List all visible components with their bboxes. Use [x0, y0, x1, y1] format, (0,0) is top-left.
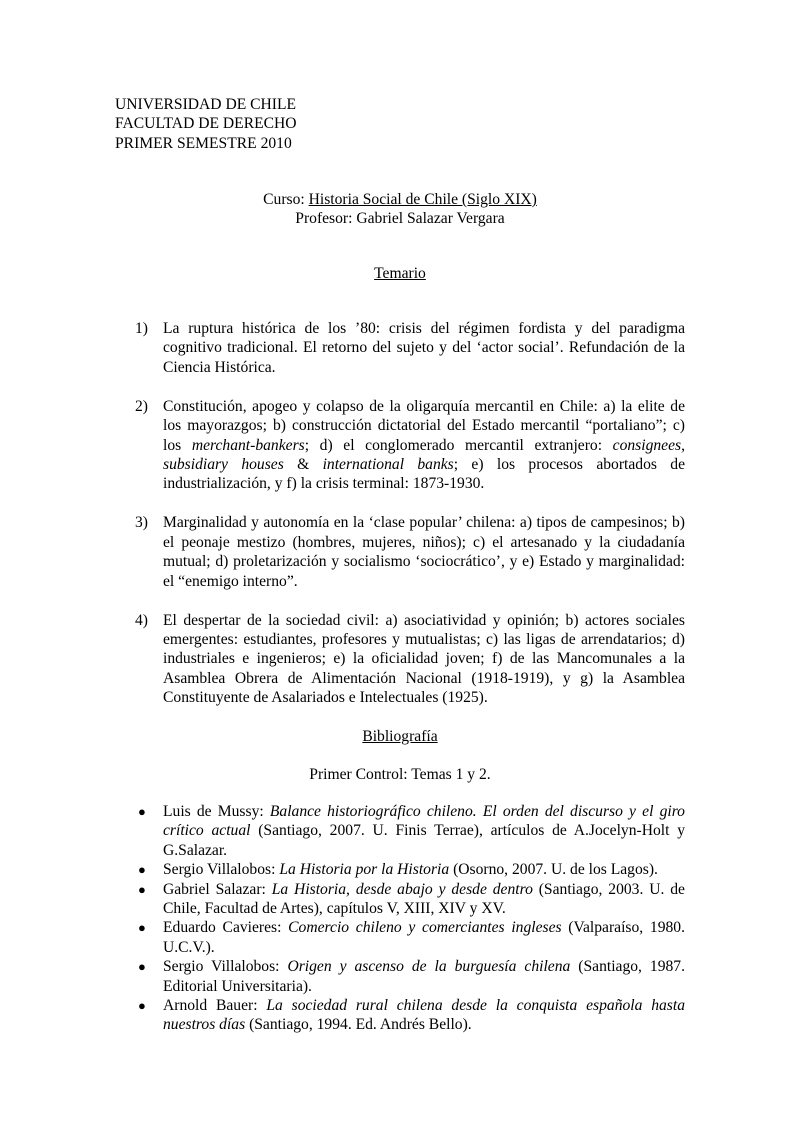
text-run: Marginalidad y autonomía en la ‘clase popular’ chilena: a) tipos de campesinos; b) el peonaje mestizo (hombres, mujeres, niños); c) el artesanado y la ciudadanía mutual; d) proletarización y socialismo ‘sociocrático’, y e) Estado y marginalidad: el “enemigo interno”.: [163, 514, 685, 590]
text-run: Constitución, apogeo y colapso de la oligarquía mercantil en Chile: a) la elite de los mayorazgos; b) construcción dictatorial del Estado mercantil “portaliano”; c) los: [163, 397, 685, 454]
bibliography-item: [115, 957, 685, 996]
faculty-name: FACULTAD DE DERECHO: [115, 115, 297, 133]
text-run: Sergio Villalobos:: [163, 958, 288, 976]
text-run: Sergio Villalobos:: [163, 861, 280, 879]
semester: PRIMER SEMESTRE 2010: [115, 134, 292, 152]
italic-text-run: Balance historiográfico chileno. El orden del discurso y el giro crítico actual: [163, 803, 685, 840]
text-run: (Santiago, 1987. Editorial Universitaria).: [163, 958, 686, 995]
italic-text-run: Comercio chileno y comerciantes ingleses: [288, 919, 562, 937]
topic-number: 3): [135, 514, 148, 532]
text-run: Luis de Mussy:: [163, 803, 270, 820]
topic-text: [163, 612, 685, 707]
bibliografia-heading: Bibliografía: [362, 728, 438, 745]
text-run: La ruptura histórica de los ’80: crisis del régimen fordista y del paradigma cognitivo tradicional. El retorno del sujeto y del ‘actor social’. Refundación de la Ciencia Histórica.: [163, 320, 685, 376]
text-run: ,: [681, 436, 685, 454]
temario-heading: Temario: [374, 265, 426, 282]
professor-line: Profesor: Gabriel Salazar Vergara: [295, 210, 505, 227]
reference-text: [163, 997, 685, 1033]
topic-text: [163, 514, 685, 589]
text-run: Gabriel Salazar:: [163, 880, 272, 898]
topic-item: [115, 513, 685, 591]
italic-text-run: Origen y ascenso de la burguesía chilena: [287, 958, 571, 976]
topic-item: [115, 611, 685, 708]
italic-text-run: consignees: [612, 436, 682, 454]
institution-header: [115, 95, 297, 153]
text-run: (Santiago, 2007. U. Finis Terrae), artículos de A.Jocelyn-Holt y G.Salazar.: [163, 822, 685, 859]
italic-text-run: La Historia, desde abajo y desde dentro: [271, 880, 533, 898]
text-run: ; e) los procesos abortados de industrialización, y f) la crisis terminal: 1873-1930.: [163, 456, 685, 493]
italic-text-run: international banks: [322, 456, 454, 474]
topic-number: 1): [135, 320, 148, 337]
course-label: Curso:: [263, 191, 309, 208]
course-line: [0, 190, 800, 209]
text-run: ; d) el conglomerado mercantil extranjero:: [304, 436, 613, 454]
text-run: (Santiago, 1994. Ed. Andrés Bello).: [245, 1016, 472, 1034]
reference-text: [163, 958, 685, 994]
bibliography-item: [115, 996, 685, 1035]
text-run: Arnold Bauer:: [163, 997, 267, 1015]
topic-text: [163, 398, 685, 493]
text-run: (Valparaíso, 1980. U.C.V.).: [163, 919, 685, 956]
topics-list: [115, 319, 685, 727]
bibliography-list: [115, 802, 685, 1035]
bullet-icon: ●: [138, 998, 146, 1014]
topic-item: [115, 319, 685, 377]
bibliography-item: [115, 802, 685, 860]
university-name: UNIVERSIDAD DE CHILE: [115, 96, 297, 113]
italic-text-run: subsidiary houses: [163, 456, 284, 474]
text-run: &: [283, 456, 323, 474]
reference-text: [163, 861, 658, 878]
bibliography-item: [115, 880, 685, 919]
text-run: El despertar de la sociedad civil: a) asociatividad y opinión; b) actores sociales emergentes: estudiantes, profesores y mutualistas; c) las ligas de arrendatarios; d) industriales e ingenieros; e) la oficialidad joven; f) de las Mancomunales a la Asamblea Obrera de Alimentación Nacional (1918-1919), y g) la Asamblea Constituyente de Asalariados e Intelectuales (1925).: [163, 611, 685, 707]
italic-text-run: La Historia por la Historia: [279, 861, 450, 879]
bibliography-item: [115, 860, 685, 879]
bullet-icon: ●: [138, 920, 146, 936]
text-run: Eduardo Cavieres:: [163, 919, 289, 937]
topic-text: [163, 320, 685, 376]
reference-text: [163, 881, 685, 917]
topic-item: [115, 397, 685, 494]
course-name: Historia Social de Chile (Siglo XIX): [308, 191, 537, 208]
topic-number: 2): [135, 397, 148, 415]
bullet-icon: ●: [138, 862, 146, 878]
text-run: (Osorno, 2007. U. de los Lagos).: [449, 861, 658, 879]
bullet-icon: ●: [138, 804, 146, 819]
topic-number: 4): [135, 611, 148, 629]
control-subheading: Primer Control: Temas 1 y 2.: [309, 766, 491, 783]
text-run: (Santiago, 2003. U. de Chile, Facultad de Artes), capítulos V, XIII, XIV y XV.: [163, 880, 685, 918]
bibliography-item: [115, 918, 685, 957]
reference-text: [163, 803, 685, 859]
bullet-icon: ●: [138, 959, 146, 975]
italic-text-run: merchant-bankers: [191, 436, 305, 454]
bullet-icon: ●: [138, 881, 146, 897]
italic-text-run: La sociedad rural chilena desde la conquista española hasta nuestros días: [163, 997, 686, 1034]
reference-text: [163, 919, 685, 955]
